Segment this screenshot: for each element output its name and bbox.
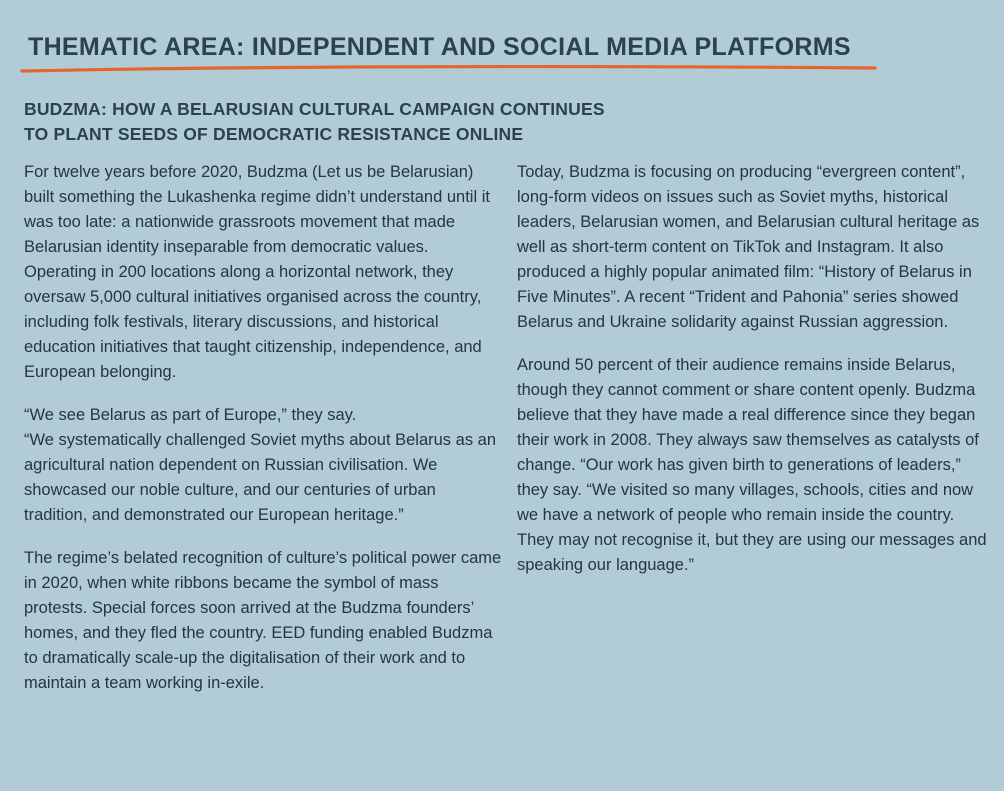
paragraph-regime: The regime’s belated recognition of culture’s political power came in 2020, when white ribbons became the symbol of mass protests. Special forces soon arrived at the Budzma founders’ homes, and they fled the country. EED funding enabled Budzma to dramatically scale-up the digitalisation of their work and to maintain a team working in-exile. [24, 549, 502, 692]
headline-line-1: BUDZMA: HOW A BELARUSIAN CULTURAL CAMPAIGN CONTINUES [24, 99, 605, 119]
paragraph-quote [24, 403, 502, 528]
quote-body: “We systematically challenged Soviet myths about Belarus as an agricultural nation dependent on Russian civilisation. We showcased our noble culture, and our centuries of urban tradition, and demonstrated our European heritage.” [24, 431, 497, 524]
heading-underline [20, 62, 880, 78]
headline-line-2: TO PLANT SEEDS OF DEMOCRATIC RESISTANCE ONLINE [24, 124, 524, 144]
paragraph-intro: For twelve years before 2020, Budzma (Let us be Belarusian) built something the Lukashenka regime didn’t understand until it was too late: a nationwide grassroots movement that made Belarusian identity inseparable from democratic values. Operating in 200 locations along a horizontal network, they oversaw 5,000 cultural initiatives organised across the country, including folk festivals, literary discussions, and historical education initiatives that taught citizenship, independence, and European belonging. [24, 163, 490, 381]
article-headline [24, 97, 704, 147]
paragraph-content: Today, Budzma is focusing on producing “evergreen content”, long-form videos on issues such as Soviet myths, historical leaders, Belarusian women, and Belarusian cultural heritage as well as short-term content on TikTok and Instagram. It also produced a highly popular animated film: “History of Belarus in Five Minutes”. A recent “Trident and Pahonia” series showed Belarus and Ukraine solidarity against Russian aggression. [517, 163, 980, 331]
underline-stroke [22, 67, 875, 71]
thematic-area-heading: THEMATIC AREA: INDEPENDENT AND SOCIAL MEDIA PLATFORMS [28, 33, 851, 61]
left-column [24, 160, 502, 714]
paragraph-audience: Around 50 percent of their audience remains inside Belarus, though they cannot comment or share content openly. Budzma believe that they have made a real difference since they began their work in 2008. They always saw themselves as catalysts of change. “Our work has given birth to generations of leaders,” they say. “We visited so many villages, schools, cities and now we have a network of people who remain inside the country. They may not recognise it, but they are using our messages and speaking our language.” [517, 356, 987, 574]
quote-opening: “We see Belarus as part of Europe,” they say. [24, 406, 357, 424]
right-column [517, 160, 995, 596]
